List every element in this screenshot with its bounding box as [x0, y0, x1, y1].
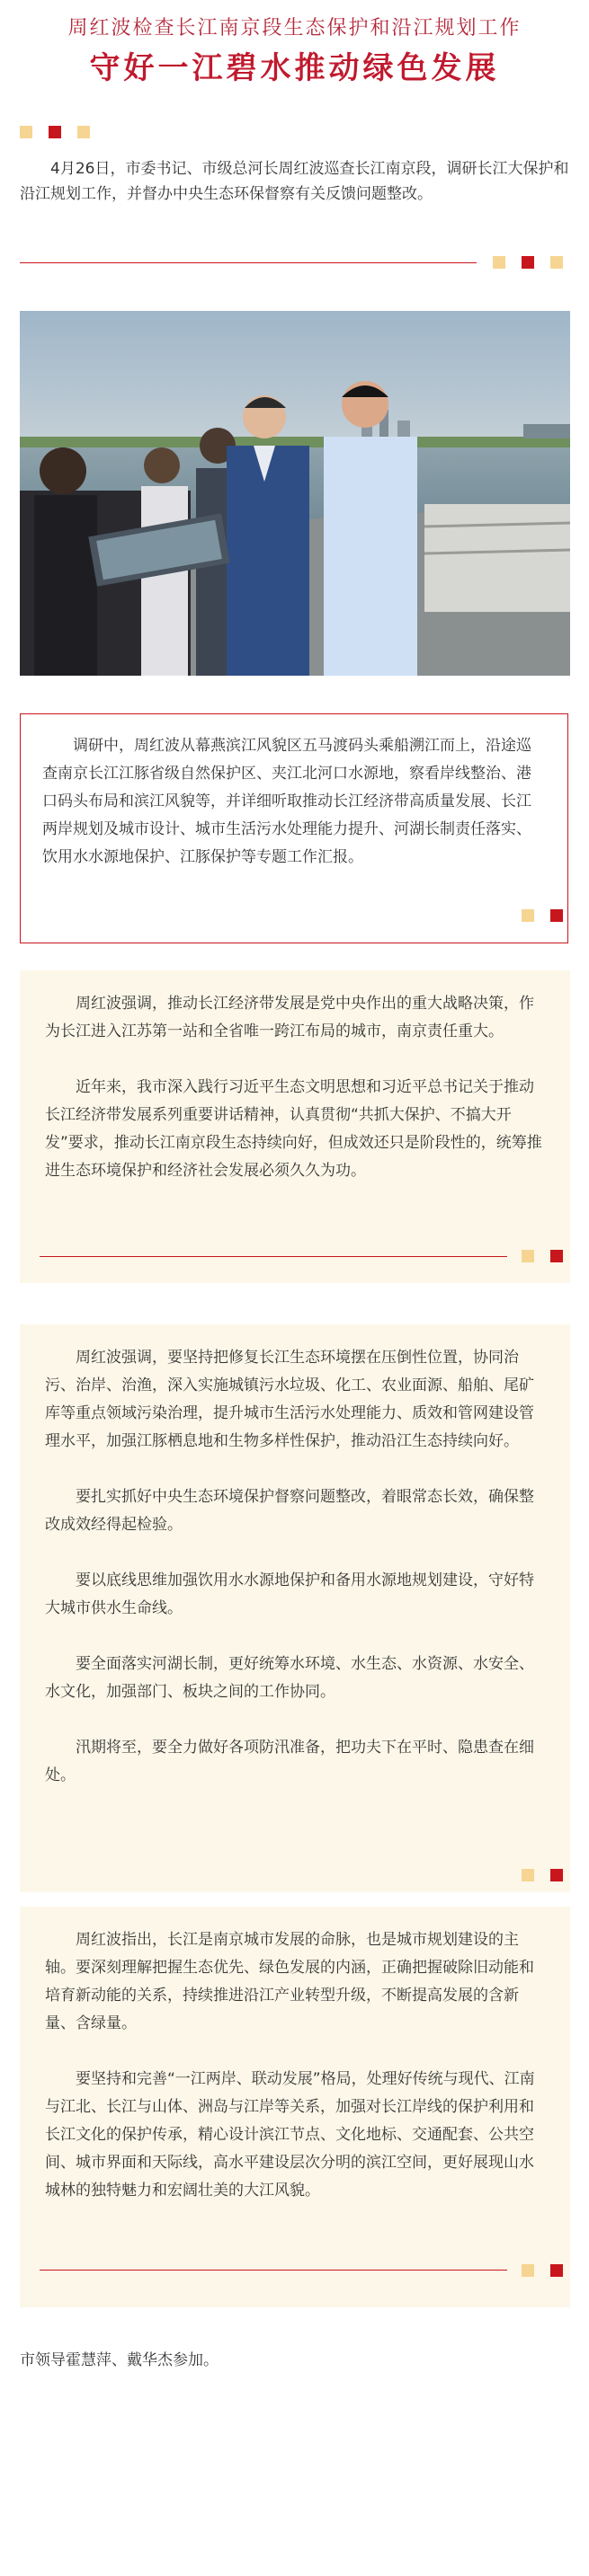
research-summary-text: 调研中，周红波从幕燕滨江风貌区五马渡码头乘船溯江而上，沿途巡查南京长江江豚省级自然保护区、夹江北河口水源地，察看岸线整治、港口码头布局和滨江风貌等，并详细听取推动长江经济带高质量发展、长江两岸规划及城市设计、城市生活污水处理能力提升、河湖长制责任落实、饮用水水源地保护、江豚保护等专题工作汇报。: [42, 737, 531, 866]
section-panel-1-content: [45, 990, 547, 1185]
panel2-paragraph-3: 要以底线思维加强饮用水水源地保护和备用水源地规划建设，守好特大城市供水生命线。: [45, 1571, 534, 1617]
panel2-paragraph-4: 要全面落实河湖长制，更好统筹水环境、水生态、水资源、水安全、水文化，加强部门、板块之间的工作协同。: [45, 1655, 534, 1701]
panel3-paragraph-1: 周红波指出，长江是南京城市发展的命脉，也是城市规划建设的主轴。要深刻理解把握生态优先、绿色发展的内涵，正确把握破除旧动能和培育新动能的关系，持续推进沿江产业转型升级，不断提高发展的含新量、含绿量。: [45, 1931, 534, 2032]
section-panel-3-content: [45, 1926, 547, 2205]
deco-square-red: [550, 2264, 563, 2277]
deco-square-red: [550, 1250, 563, 1262]
panel1-paragraph-1: 周红波强调，推动长江经济带发展是党中央作出的重大战略决策，作为长江进入江苏第一站和全省唯一跨江布局的城市，南京责任重大。: [45, 995, 534, 1040]
intro-paragraph: 4月26日，市委书记、市级总河长周红波巡查长江南京段，调研长江大保护和沿江规划工作，并督办中央生态环保督察有关反馈问题整改。: [20, 160, 569, 203]
panel2-paragraph-1: 周红波强调，要坚持把修复长江生态环境摆在压倒性位置，协同治污、治岸、治渔，深入实施城镇污水垃圾、化工、农业面源、船舶、尾矿库等重点领域污染治理，提升城市生活污水处理能力、质效和管网建设管理水平，加强江豚栖息地和生物多样性保护，推动沿江生态持续向好。: [45, 1349, 534, 1450]
deco-square-yellow: [522, 1869, 534, 1881]
attendees-note: 市领导霍慧萍、戴华杰参加。: [20, 2351, 219, 2369]
deco-square-yellow: [550, 256, 563, 269]
deco-square-yellow: [522, 909, 534, 922]
deco-square-yellow: [522, 2264, 534, 2277]
deco-square-yellow: [522, 1250, 534, 1262]
divider-line: [40, 2270, 507, 2271]
deco-square-yellow: [77, 126, 90, 138]
panel2-paragraph-2: 要扎实抓好中央生态环境保护督察问题整改，着眼常态长效，确保整改成效经得起检验。: [45, 1488, 534, 1534]
news-photo: [20, 311, 570, 676]
section-panel-3: [20, 1907, 570, 2307]
research-summary-box: [20, 713, 568, 943]
article-subtitle: 周红波检查长江南京段生态保护和沿江规划工作: [67, 17, 522, 40]
panel1-paragraph-2: 近年来，我市深入践行习近平生态文明思想和习近平总书记关于推动长江经济带发展系列重要讲话精神，认真贯彻“共抓大保护、不搞大开发”要求，推动长江南京段生态持续向好，但成效还只是阶段性的，统筹推进生态环境保护和经济社会发展必须久久为功。: [45, 1078, 542, 1180]
deco-square-yellow: [20, 126, 32, 138]
photo-illustration: [20, 311, 570, 676]
section-panel-1: [20, 970, 570, 1283]
deco-square-yellow: [493, 256, 505, 269]
panel2-paragraph-5: 汛期将至，要全力做好各项防汛准备，把功夫下在平时、隐患查在细处。: [45, 1739, 534, 1784]
panel3-paragraph-2: 要坚持和完善“一江两岸、联动发展”格局，处理好传统与现代、江南与江北、长江与山体、洲岛与江岸等关系，加强对长江岸线的保护利用和长江文化的保护传承，精心设计滨江节点、文化地标、交通配套、公共空间、城市界面和天际线，高水平建设层次分明的滨江空间，更好展现山水城林的独特魅力和宏阔壮美的大江风貌。: [45, 2070, 535, 2200]
deco-square-red: [522, 256, 534, 269]
section-panel-2-content: [45, 1344, 547, 1790]
divider-line: [20, 262, 477, 263]
deco-square-red: [49, 126, 61, 138]
deco-square-red: [550, 1869, 563, 1881]
divider-line: [40, 1256, 507, 1257]
article-headline: 守好一江碧水推动绿色发展: [89, 50, 500, 86]
deco-square-red: [550, 909, 563, 922]
section-panel-2: [20, 1324, 570, 1892]
